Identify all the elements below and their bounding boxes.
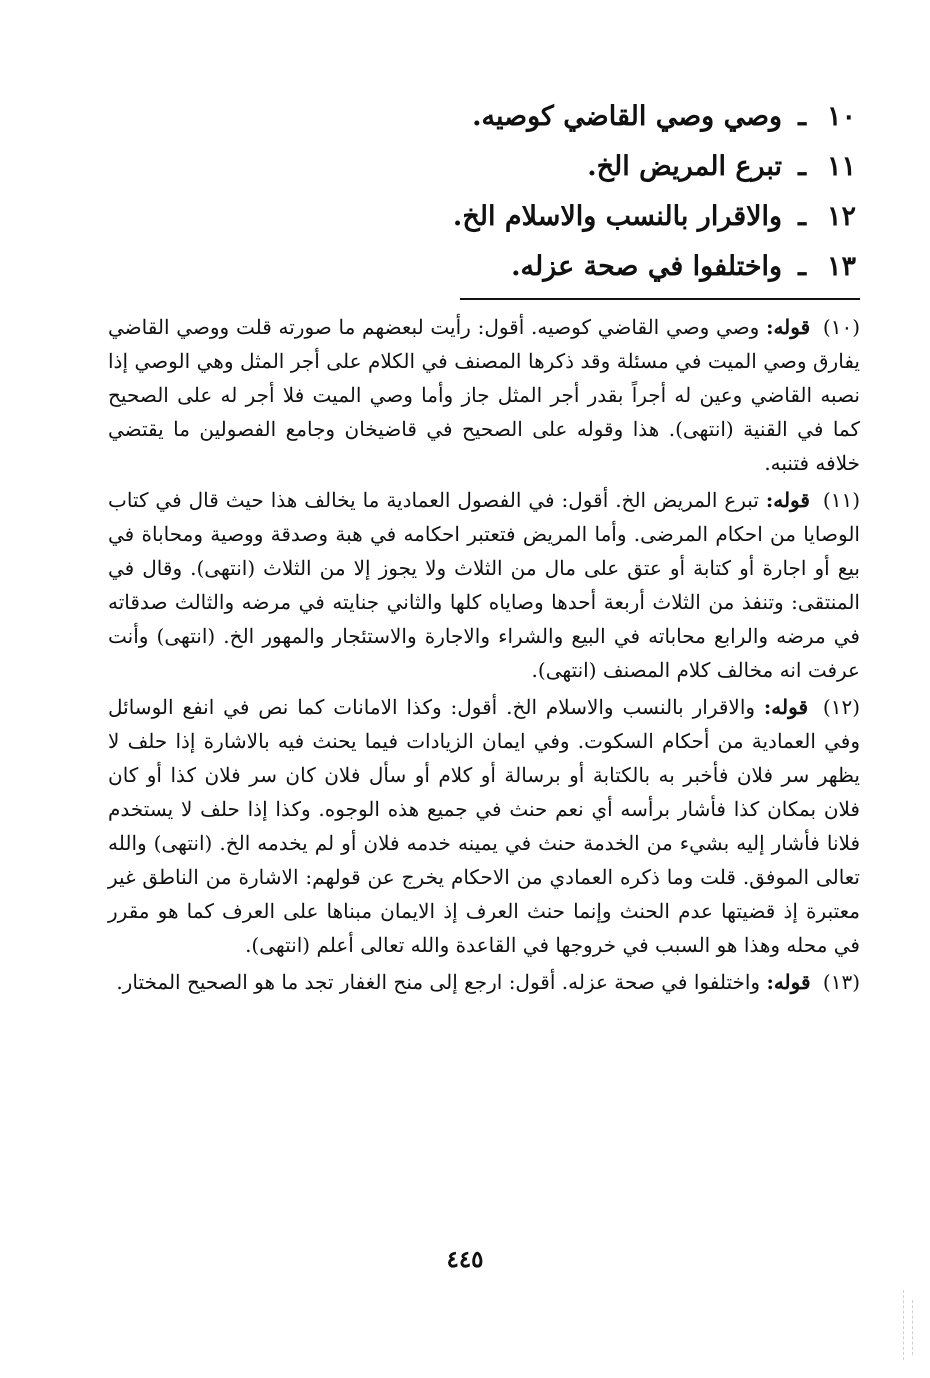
scan-margin-mark bbox=[903, 1290, 904, 1360]
page-number: ٤٤٥ bbox=[446, 1246, 484, 1273]
matn-dash: ـ bbox=[798, 101, 806, 132]
commentary-paragraph bbox=[108, 965, 860, 999]
matn-text: والاقرار بالنسب والاسلام الخ. bbox=[452, 201, 783, 232]
commentary-paragraph bbox=[108, 690, 860, 962]
commentary-number: (١٣) bbox=[822, 970, 860, 994]
commentary-paragraph bbox=[108, 310, 860, 480]
sharh-section bbox=[108, 310, 860, 999]
separator-rule bbox=[460, 298, 860, 300]
commentary-text: تبرع المريض الخ. أقول: في الفصول العمادية ما يخالف هذا حيث قال في كتاب الوصايا من احكام المرضى. وأما المريض فتعتبر احكامه في هبة وصدقة ووصية ومحاباة في بيع أو اجارة أو كتابة أو عتق على مال من الثلاث ولا يجوز إلا من الثلاث (انتهى). وقال في المنتقى: وتنفذ من الثلاث أربعة أحدها وصاياه كلها والثاني جنايته في مرضه والثالث صدقاته في مرضه والرابع محاباته في البيع والشراء والاجارة والاستئجار والمهور الخ. (انتهى) وأنت عرفت انه مخالف كلام المصنف (انتهى). bbox=[108, 488, 860, 682]
matn-number: ١٠ bbox=[826, 101, 856, 132]
matn-number: ١١ bbox=[826, 151, 856, 182]
matn-number: ١٢ bbox=[826, 201, 856, 232]
commentary-number: (١١) bbox=[822, 488, 861, 512]
commentary-text: والاقرار بالنسب والاسلام الخ. أقول: وكذا الامانات كما نص في انفع الوسائل وفي العمادية من أحكام السكوت. وفي ايمان الزيادات فيما يحنث فيه بالاشارة إذا حلف لا يظهر سر فلان فأخبر به بالكتابة أو برسالة أو كلام أو سأل فلان كان سر فلان كذا أو كان فلان بمكان كذا فأشار برأسه أي نعم حنث في جميع هذه الوجوه. وكذا إذا حلف لا يستخدم فلانا فأشار إليه بشيء من الخدمة حنث في يمينه خدمه فلان أو لم يخدمه الخ. (انتهى) والله تعالى الموفق. قلت وما ذكره العمادي من الاحكام يخرج عن قولهم: الاشارة من الناطق غير معتبرة إذ قضيتها عدم الحنث وإنما حنث العرف إذ الايمان مبناها على العرف كما هو مقرر في محله وهذا هو السبب في خروجها في القاعدة والله تعالى أعلم (انتهى). bbox=[108, 695, 860, 957]
scan-margin-mark bbox=[912, 1300, 913, 1355]
matn-line bbox=[108, 242, 856, 292]
qawluh-label: قوله: bbox=[763, 695, 809, 719]
matn-text: تبرع المريض الخ. bbox=[587, 151, 783, 182]
matn-dash: ـ bbox=[798, 201, 806, 232]
qawluh-label: قوله: bbox=[765, 488, 810, 512]
matn-text: وصي وصي القاضي كوصيه. bbox=[472, 101, 783, 132]
qawluh-label: قوله: bbox=[766, 970, 811, 994]
commentary-text: واختلفوا في صحة عزله. أقول: ارجع إلى منح الغفار تجد ما هو الصحيح المختار. bbox=[116, 970, 761, 994]
commentary-number: (١٢) bbox=[822, 695, 860, 719]
book-page bbox=[108, 92, 860, 1002]
matn-text: واختلفوا في صحة عزله. bbox=[511, 251, 783, 282]
matn-dash: ـ bbox=[798, 251, 806, 282]
commentary-paragraph bbox=[108, 483, 860, 687]
commentary-text: وصي وصي القاضي كوصيه. أقول: رأيت لبعضهم ما صورته قلت ووصي القاضي يفارق وصي الميت في مسئلة وقد ذكرها المصنف في الكلام على أجر المثل وهي الوصي إذا نصبه القاضي وعين له أجراً بقدر أجر المثل جاز وأما وصي الميت فلا أجر له على الصحيح كما في القنية (انتهى). هذا وقوله على الصحيح في قاضيخان وجامع الفصولين ما يقتضي خلافه فتنبه. bbox=[108, 315, 860, 475]
matn-number: ١٣ bbox=[826, 251, 856, 282]
matn-line bbox=[108, 142, 856, 192]
matn-line bbox=[108, 92, 856, 142]
qawluh-label: قوله: bbox=[766, 315, 811, 339]
matn-dash: ـ bbox=[798, 151, 806, 182]
commentary-number: (١٠) bbox=[822, 315, 860, 339]
matn-section bbox=[108, 92, 860, 292]
matn-line bbox=[108, 192, 856, 242]
